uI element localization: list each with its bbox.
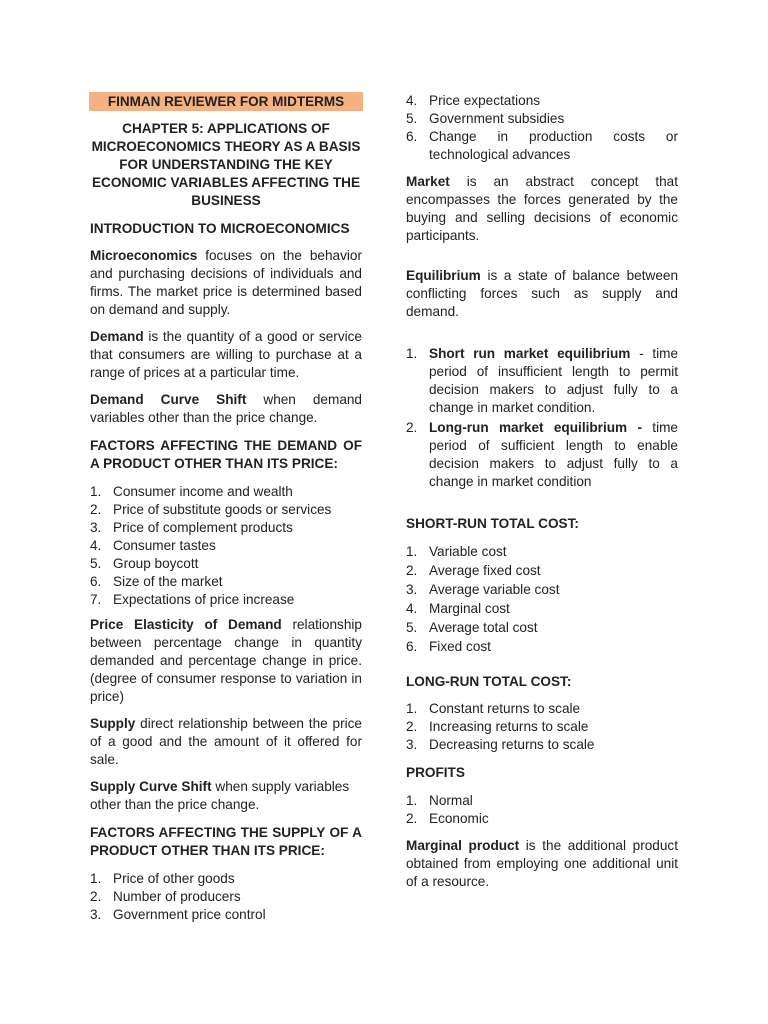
- equilibrium-paragraph: [406, 267, 678, 321]
- microeconomics-paragraph: [90, 247, 362, 319]
- list-item: 1. Short run market equilibrium - time period of insufficient length to permit decision makers to adjust fully to a change in market condition.: [406, 346, 679, 415]
- supply-factors-heading: FACTORS AFFECTING THE SUPPLY OF A PRODUCT OTHER THAN ITS PRICE:: [90, 825, 362, 858]
- demand-shift-text: when demand variables other than the price change.: [90, 392, 362, 425]
- long-run-heading: LONG-RUN TOTAL COST:: [406, 674, 572, 689]
- list-item: 4. Marginal cost: [406, 601, 510, 616]
- demand-term: Demand: [90, 329, 144, 344]
- list-item: 2. Long-run market equilibrium - time period of sufficient length to enable decision makers to adjust fully to a change in market condition: [406, 420, 678, 489]
- list-item: 4. Price expectations: [406, 93, 541, 108]
- long-run-list: [406, 700, 678, 754]
- list-item: 2. Price of substitute goods or services: [90, 502, 332, 517]
- list-item: 1. Constant returns to scale: [406, 701, 581, 716]
- demand-shift-paragraph: [90, 391, 362, 427]
- list-item: 2. Average fixed cost: [406, 563, 541, 578]
- list-item: 1. Price of other goods: [90, 871, 235, 886]
- elasticity-term: Price Elasticity of Demand: [90, 617, 282, 632]
- short-run-list: [406, 542, 678, 656]
- equilibrium-term: Equilibrium: [406, 268, 481, 283]
- supply-text: direct relationship between the price of a good and the amount of it offered for sale.: [90, 716, 362, 767]
- supply-shift-paragraph: [90, 778, 362, 814]
- marginal-product-text: is the additional product obtained from employing one additional unit of a resource.: [406, 838, 678, 889]
- list-item: 1. Variable cost: [406, 544, 507, 559]
- demand-factors-list: [90, 483, 362, 609]
- list-item: 2. Increasing returns to scale: [406, 719, 589, 734]
- microeconomics-term: Microeconomics: [90, 248, 198, 263]
- list-item: 6. Fixed cost: [406, 639, 491, 654]
- supply-factors-list-right: [406, 92, 678, 164]
- supply-factors-list-left: [90, 870, 362, 924]
- list-item: 3. Average variable cost: [406, 582, 560, 597]
- short-run-heading: SHORT-RUN TOTAL COST:: [406, 516, 579, 531]
- marginal-product-term: Marginal product: [406, 838, 520, 853]
- market-term: Market: [406, 174, 450, 189]
- list-item: 6. Change in production costs or technological advances: [406, 129, 678, 162]
- list-item: 7. Expectations of price increase: [90, 592, 295, 607]
- list-item: 3. Government price control: [90, 907, 266, 922]
- intro-heading: INTRODUCTION TO MICROECONOMICS: [90, 221, 350, 236]
- equilibrium-text: is a state of balance between conflicting forces such as supply and demand.: [406, 268, 678, 319]
- demand-factors-heading: FACTORS AFFECTING THE DEMAND OF A PRODUCT OTHER THAN ITS PRICE:: [90, 438, 362, 471]
- marginal-product-paragraph: [406, 837, 678, 891]
- chapter-heading: CHAPTER 5: APPLICATIONS OF MICROECONOMICS THEORY AS A BASIS FOR UNDERSTANDING THE KEY ECONOMIC VARIABLES AFFECTING THE BUSINESS: [91, 121, 361, 208]
- equilibrium-types-list: [406, 345, 678, 491]
- demand-paragraph: [90, 328, 362, 382]
- list-item: 2. Number of producers: [90, 889, 241, 904]
- profits-list: [406, 792, 678, 828]
- supply-paragraph: [90, 715, 362, 769]
- list-item: 1. Consumer income and wealth: [90, 484, 293, 499]
- elasticity-text: relationship between percentage change in quantity demanded and percentage change in price. (degree of consumer response to variation in price): [90, 617, 362, 704]
- profits-heading: PROFITS: [406, 765, 465, 780]
- list-item: 4. Consumer tastes: [90, 538, 216, 553]
- supply-term: Supply: [90, 716, 136, 731]
- elasticity-paragraph: [90, 616, 362, 706]
- list-item: 3. Decreasing returns to scale: [406, 737, 595, 752]
- list-item: 6. Size of the market: [90, 574, 223, 589]
- list-item: 3. Price of complement products: [90, 520, 293, 535]
- document-title: FINMAN REVIEWER FOR MIDTERMS: [89, 92, 363, 111]
- list-item: 2. Economic: [406, 811, 489, 826]
- market-text: is an abstract concept that encompasses the forces generated by the buying and selling decisions of economic participants.: [406, 174, 678, 243]
- list-item: 5. Government subsidies: [406, 111, 565, 126]
- microeconomics-text: focuses on the behavior and purchasing decisions of individuals and firms. The market price is determined based on demand and supply.: [90, 248, 362, 317]
- supply-shift-text: when supply variables other than the price change.: [90, 779, 350, 812]
- list-item: 1. Normal: [406, 793, 473, 808]
- demand-text: is the quantity of a good or service that consumers are willing to purchase at a range of prices at a particular time.: [90, 329, 362, 380]
- demand-shift-term: Demand Curve Shift: [90, 392, 247, 407]
- list-item: 5. Group boycott: [90, 556, 199, 571]
- list-item: 5. Average total cost: [406, 620, 538, 635]
- supply-shift-term: Supply Curve Shift: [90, 779, 212, 794]
- market-paragraph: [406, 173, 678, 245]
